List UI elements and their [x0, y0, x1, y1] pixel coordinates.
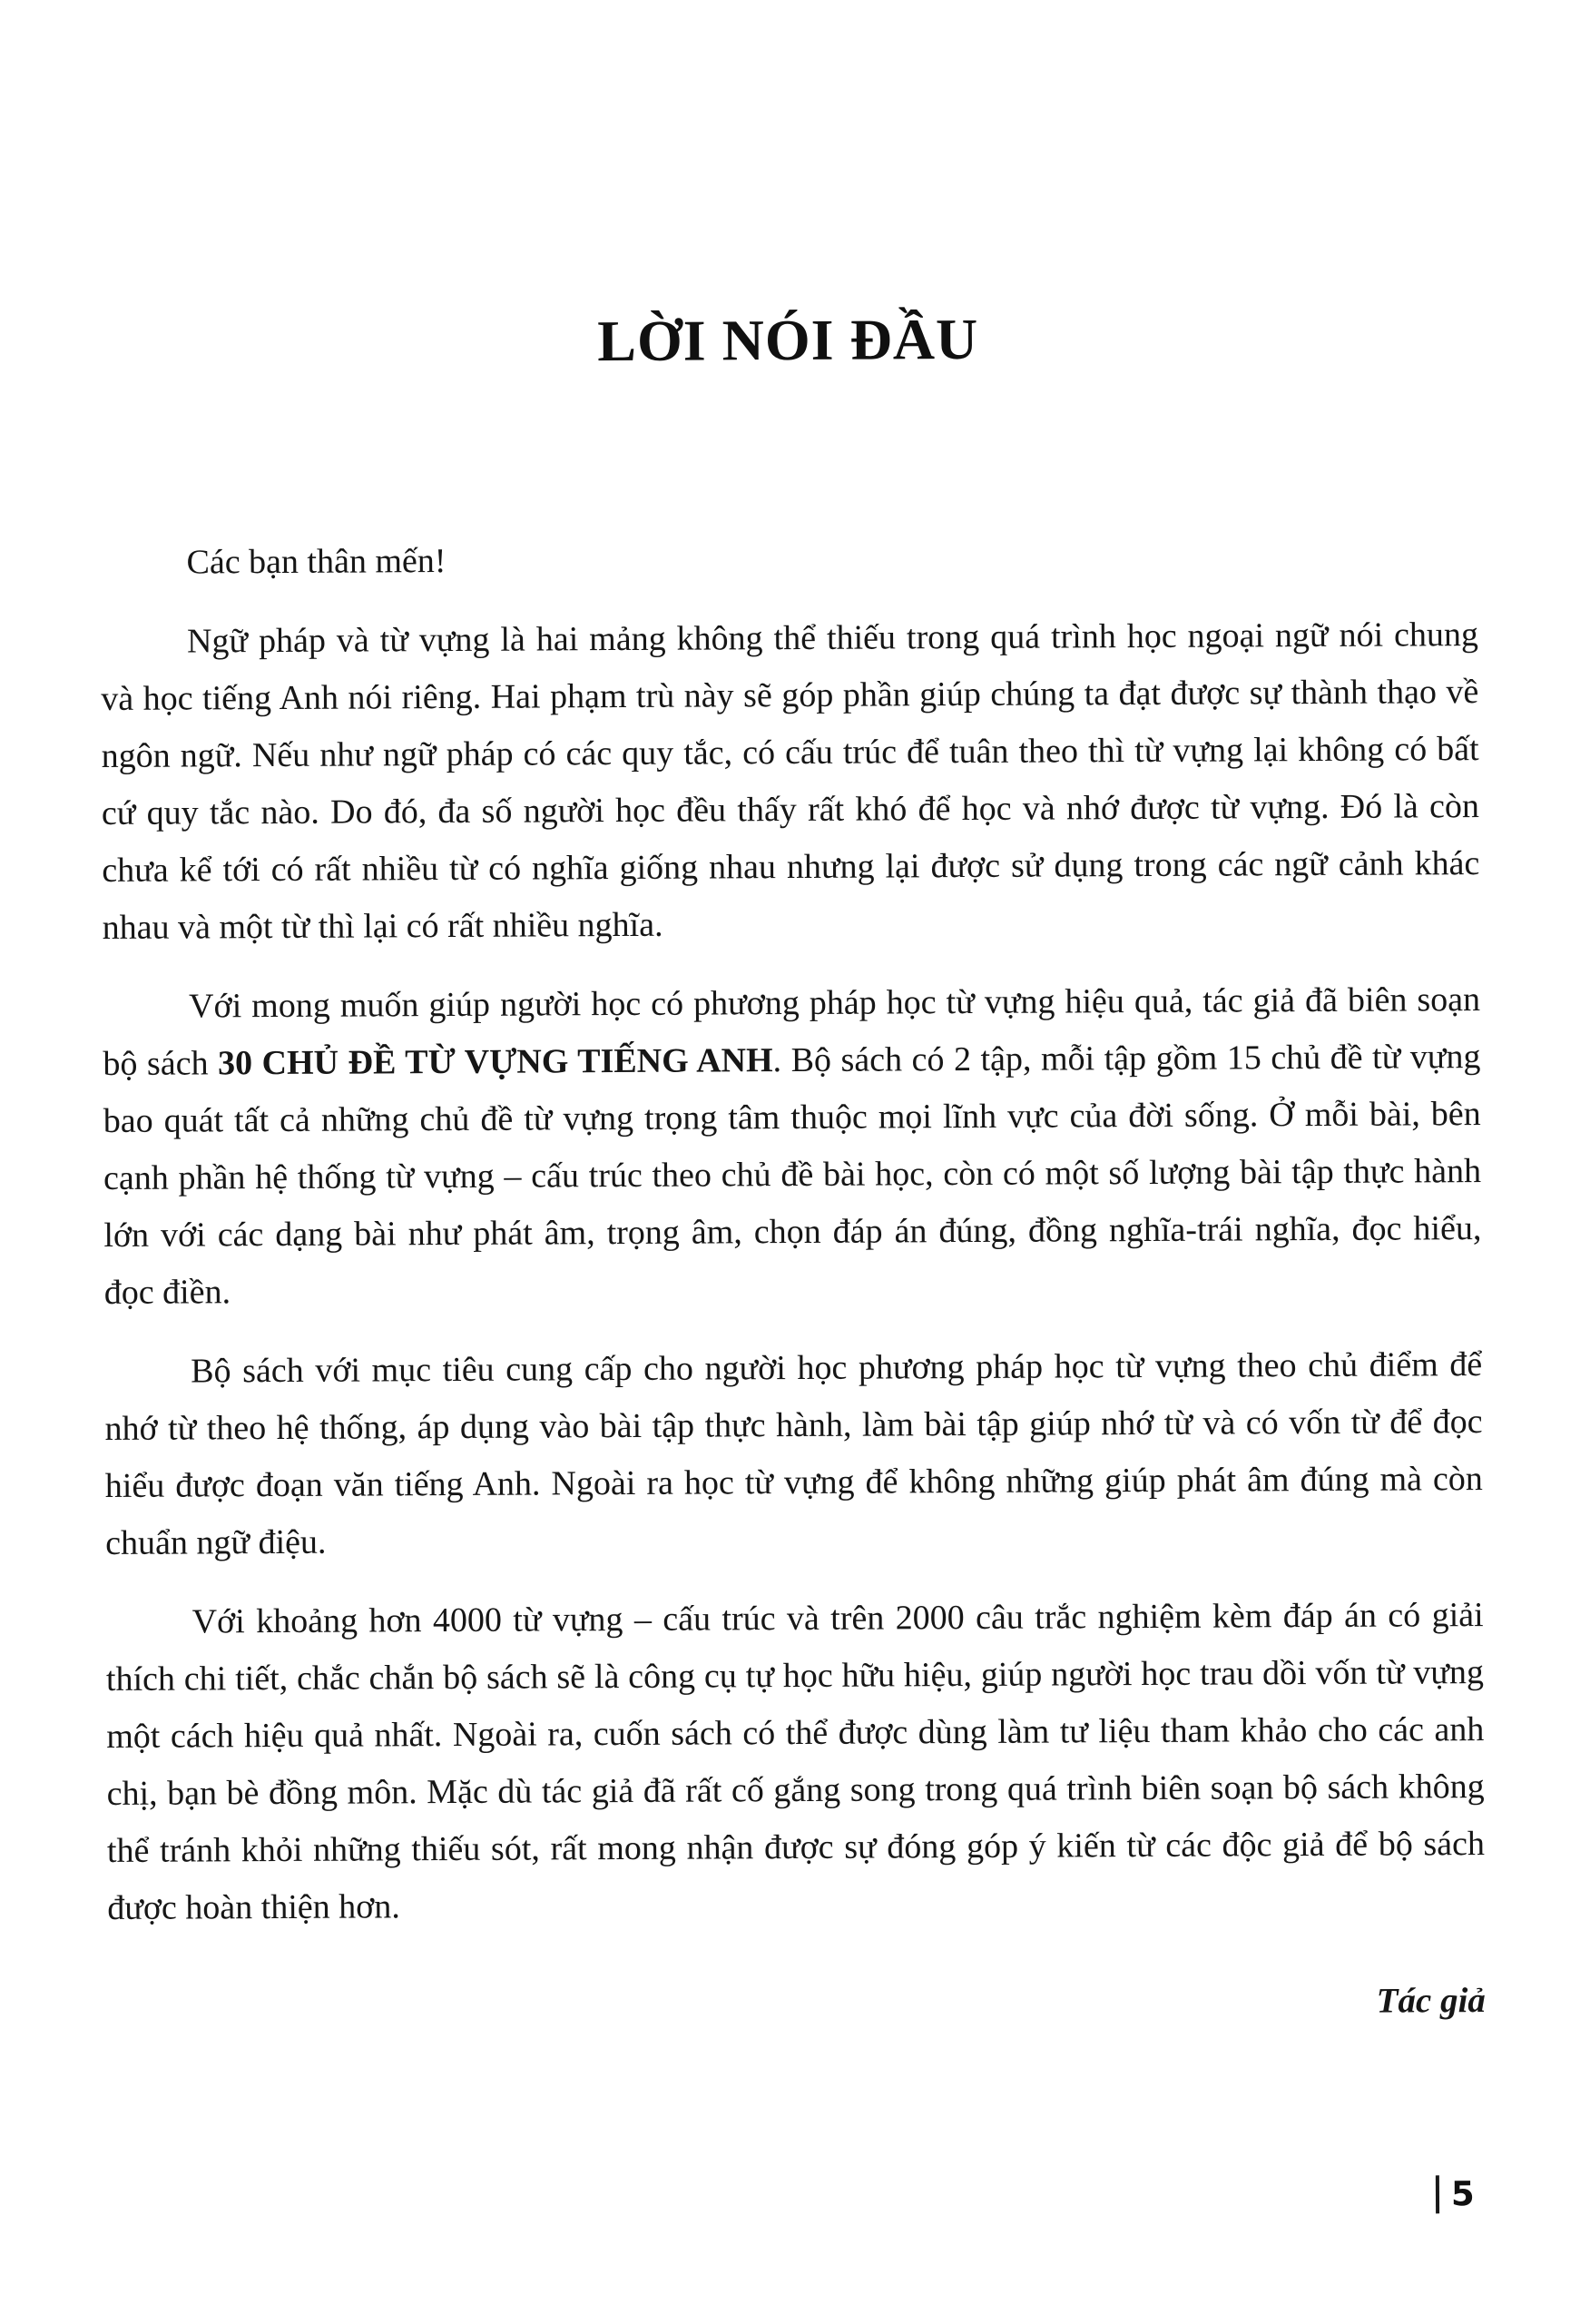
paragraph-1: Ngữ pháp và từ vựng là hai mảng không thể thiếu trong quá trình học ngoại ngữ nói chung và học tiếng Anh nói riêng. Hai phạm trù này sẽ góp phần giúp chúng ta đạt được sự thành thạo về ngôn ngữ. Nếu như ngữ pháp có các quy tắc, có cấu trúc để tuân theo thì từ vựng lại không có bất cứ quy tắc nào. Do đó, đa số người học đều thấy rất khó để học và nhớ được từ vựng. Đó là còn chưa kể tới có rất nhiều từ có nghĩa giống nhau nhưng lại được sử dụng trong các ngữ cảnh khác nhau và một từ thì lại có rất nhiều nghĩa. — [101, 615, 1480, 947]
page-number-divider — [1436, 2175, 1439, 2213]
author-signature: Tác giả — [1376, 1981, 1486, 2021]
salutation: Các bạn thân mến! — [186, 542, 447, 582]
paragraph-4: Với khoảng hơn 4000 từ vựng – cấu trúc và trên 2000 câu trắc nghiệm kèm đáp án có giải thích chi tiết, chắc chắn bộ sách sẽ là công cụ tự học hữu hiệu, giúp người học trau dồi vốn từ vựng một cách hiệu quả nhất. Ngoài ra, cuốn sách có thể được dùng làm tư liệu tham khảo cho các anh chị, bạn bè đồng môn. Mặc dù tác giả đã rất cố gắng song trong quá trình biên soạn bộ sách không thể tránh khỏi những thiếu sót, rất mong nhận được sự đóng góp ý kiến từ các độc giả để bộ sách được hoàn thiện hơn. — [105, 1596, 1486, 1927]
paragraph-2-text-post: . Bộ sách có 2 tập, mỗi tập gồm 15 chủ đề từ vựng bao quát tất cả những chủ đề từ vựng trọng tâm thuộc mọi lĩnh vực của đời sống. Ở mỗi bài, bên cạnh phần hệ thống từ vựng – cấu trúc theo chủ đề bài học, còn có một số lượng bài tập thực hành lớn với các dạng bài như phát âm, trọng âm, chọn đáp án đúng, đồng nghĩa-trái nghĩa, đọc hiểu, đọc điền. — [103, 1038, 1482, 1312]
page-footer — [1436, 2175, 1475, 2213]
paragraph-2-text-pre: Với mong muốn giúp người học có phương pháp học từ vựng hiệu quả, tác giả đã biên soạn bộ sách — [103, 980, 1481, 1083]
page-title: LỜI NÓI ĐẦU — [597, 306, 979, 374]
paragraph-2 — [103, 971, 1482, 1322]
series-title: 30 CHỦ ĐỀ TỪ VỰNG TIẾNG ANH — [217, 1041, 773, 1083]
page-number: 5 — [1450, 2174, 1475, 2214]
paragraph-3: Bộ sách với mục tiêu cung cấp cho người học phương pháp học từ vựng theo chủ điểm để nhớ từ theo hệ thống, áp dụng vào bài tập thực hành, làm bài tập giúp nhớ từ và có vốn từ để đọc hiểu được đoạn văn tiếng Anh. Ngoài ra học từ vựng để không những giúp phát âm đúng mà còn chuẩn ngữ điệu. — [104, 1345, 1483, 1562]
